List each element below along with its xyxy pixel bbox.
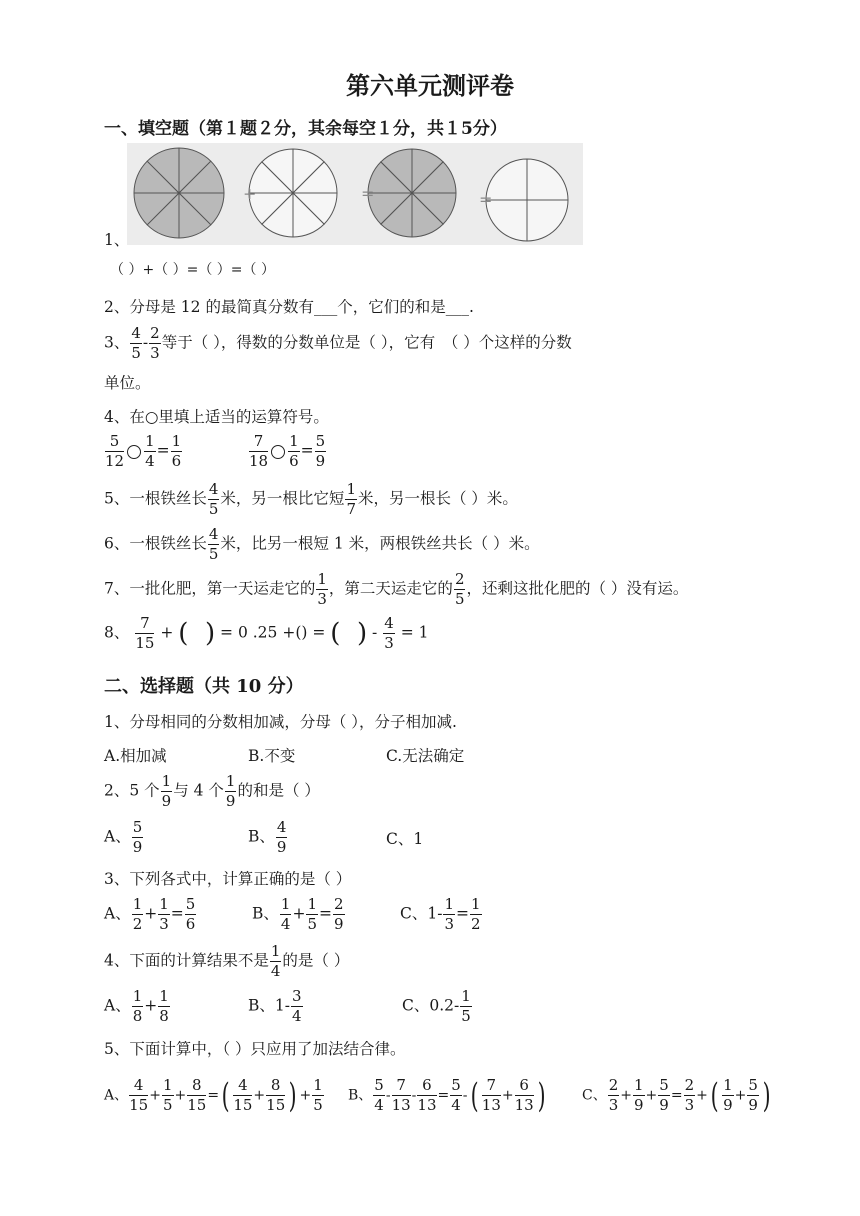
s2-q3-opt-c: C、1- $\frac{1}{3}$ = $\frac{1}{2}$	[400, 895, 481, 933]
numerator: 5	[659, 1076, 669, 1094]
blank-parens: ( )	[330, 618, 368, 649]
opt-label: B、	[348, 1087, 373, 1104]
q7-pre: 7、一批化肥，第一天运走它的	[104, 579, 316, 598]
s2-q1: 1、分母相同的分数相加减，分母（ ），分子相加减.	[104, 713, 457, 731]
denominator: 9	[161, 792, 172, 810]
numerator: 2	[454, 570, 465, 588]
numerator: 5	[132, 818, 143, 836]
opt-label: B、1-	[248, 996, 290, 1015]
frac	[291, 989, 303, 1024]
denominator: 5	[307, 915, 317, 933]
frac	[132, 820, 144, 855]
denominator: 3	[317, 590, 327, 608]
numerator: 4	[384, 614, 394, 632]
q3-number: 3、	[104, 333, 130, 352]
frac	[288, 434, 300, 469]
q6-post: 米，比另一根短 1 米，两根铁丝共长（ ）米。	[220, 534, 540, 553]
frac	[270, 944, 282, 979]
frac	[225, 774, 237, 809]
minus-sign: -	[372, 623, 378, 642]
s2-q3-opt-b: B、 $\frac{1}{4}$ + $\frac{1}{5}$ = $\frac{2}{9}$	[252, 895, 344, 933]
numerator: 4	[276, 818, 287, 836]
opt-label: C、1-	[400, 904, 443, 923]
right-paren: )	[288, 1075, 297, 1116]
denominator: 12	[105, 452, 125, 470]
circle-sector	[527, 200, 568, 241]
q6-pre: 6、一根铁丝长	[104, 534, 207, 553]
section1-heading: 一、填空题（第１题２分，其余每空１分，共１5分）	[104, 119, 507, 139]
denominator: 4	[270, 962, 281, 980]
numerator: 1	[289, 432, 299, 450]
denominator: 3	[608, 1096, 619, 1114]
denominator: 5	[313, 1096, 323, 1114]
frac	[132, 989, 144, 1024]
s2-q4-opt-c	[402, 989, 473, 1024]
numerator: 2	[333, 895, 344, 913]
denominator: 9	[276, 838, 287, 856]
q7-post: ，还剩这批化肥的（ ）没有运。	[466, 579, 689, 598]
minus-sign: -	[142, 333, 149, 352]
denominator: 6	[289, 452, 299, 470]
numerator: 1	[159, 895, 169, 913]
s2-q2-pre: 2、5 个	[104, 781, 160, 800]
s2-q2-opt-a	[104, 820, 144, 855]
q8	[104, 616, 428, 651]
frac	[135, 616, 154, 651]
denominator: 9	[333, 915, 344, 933]
q3-frac-b	[149, 326, 161, 361]
numerator: 3	[292, 987, 302, 1005]
frac	[161, 774, 173, 809]
denominator: 4	[451, 1096, 461, 1114]
numerator: 4	[208, 525, 219, 543]
frac	[315, 434, 327, 469]
opt-label: C、	[582, 1087, 607, 1104]
frac	[633, 1078, 645, 1113]
denominator: 13	[481, 1096, 501, 1114]
opt-label: A、	[104, 996, 131, 1015]
frac	[460, 989, 472, 1024]
denominator: 3	[684, 1096, 695, 1114]
right-paren: )	[762, 1075, 771, 1116]
operator-circle	[127, 445, 141, 459]
q7	[104, 572, 688, 607]
denominator: 3	[384, 634, 394, 652]
frac	[249, 434, 268, 469]
q1-answer-line: （ ）+（ ）=（ ）=（ ）	[110, 262, 275, 278]
denominator: 7	[346, 500, 356, 518]
opt-label: B、	[252, 904, 279, 923]
numerator: 5	[105, 434, 124, 452]
s2-q2-opt-b	[248, 820, 288, 855]
frac	[266, 1078, 285, 1113]
s2-q4-opt-b	[248, 989, 304, 1024]
frac	[450, 1078, 462, 1113]
s2-q2-opt-c: C、1	[386, 830, 424, 848]
numerator: 1	[225, 772, 236, 790]
frac	[312, 1078, 324, 1113]
numerator: 1	[471, 895, 481, 913]
numerator: 1	[346, 480, 356, 498]
denominator: 9	[723, 1096, 733, 1114]
blank-parens: ( )	[178, 618, 216, 649]
s2-q5: 5、下面计算中，（ ）只应用了加法结合律。	[104, 1040, 406, 1058]
numerator: 1	[307, 895, 317, 913]
q5-post: 米，另一根长（ ）米。	[357, 489, 518, 508]
denominator: 3	[150, 344, 160, 362]
numerator: 8	[187, 1078, 206, 1096]
s2-q4-pre: 4、下面的计算结果不是	[104, 951, 269, 970]
frac	[158, 989, 170, 1024]
circle-3	[368, 149, 456, 237]
opt-label: A、	[104, 904, 131, 923]
numerator: 1	[313, 1076, 323, 1094]
left-paren: (	[221, 1075, 230, 1116]
numerator: 1	[132, 987, 143, 1005]
opt-label: C、0.2-	[402, 996, 460, 1015]
denominator: 3	[159, 915, 169, 933]
frac	[443, 897, 455, 932]
q2: 2、分母是 12 的最简真分数有___个，它们的和是___.	[104, 298, 474, 316]
q3-text: 等于（ ），得数的分数单位是（ ），它有 （ ）个这样的分数	[161, 333, 572, 352]
numerator: 7	[135, 616, 154, 634]
fraction-circles-figure	[127, 143, 583, 245]
s2-q4-opt-a: A、 $\frac{1}{8}$ + $\frac{1}{8}$	[104, 987, 169, 1025]
s2-q1-opt-c: C.无法确定	[386, 747, 465, 765]
denominator: 5	[131, 344, 141, 362]
numerator: 1	[145, 432, 155, 450]
denominator: 5	[208, 500, 219, 518]
frac	[129, 1078, 148, 1113]
frac	[233, 1078, 252, 1113]
q3-continuation: 单位。	[104, 374, 151, 392]
frac	[105, 434, 124, 469]
numerator: 6	[417, 1078, 436, 1096]
q8-number: 8、	[104, 623, 130, 642]
figure-op-equals-2: =	[479, 190, 493, 209]
denominator: 15	[187, 1096, 207, 1114]
opt-label: A、	[104, 1087, 129, 1104]
numerator: 1	[317, 570, 327, 588]
frac	[392, 1078, 411, 1113]
circle-4	[486, 159, 568, 241]
numerator: 1	[159, 987, 169, 1005]
numerator: 5	[185, 895, 196, 913]
numerator: 4	[208, 480, 219, 498]
numerator: 4	[233, 1078, 252, 1096]
frac	[454, 572, 466, 607]
denominator: 4	[280, 915, 291, 933]
numerator: 1	[634, 1076, 644, 1094]
frac	[132, 897, 144, 932]
denominator: 9	[659, 1096, 669, 1114]
frac	[722, 1078, 734, 1113]
page-title: 第六单元测评卷	[346, 71, 514, 100]
denominator: 18	[249, 452, 269, 470]
s2-q4-post: 的是（ ）	[282, 951, 350, 970]
q3-frac-a	[130, 326, 142, 361]
numerator: 5	[748, 1076, 758, 1094]
numerator: 1	[444, 895, 455, 913]
denominator: 4	[374, 1096, 384, 1114]
s2-q1-opt-a: A.相加减	[104, 747, 167, 765]
numerator: 2	[608, 1076, 619, 1094]
frac	[144, 434, 156, 469]
frac	[333, 897, 345, 932]
equals-sign: =	[156, 441, 170, 460]
frac	[684, 1078, 696, 1113]
numerator: 5	[315, 432, 326, 450]
q8-mid: = 0 .25 +() =	[220, 623, 326, 642]
numerator: 4	[131, 324, 141, 342]
q3	[104, 326, 572, 361]
numerator: 1	[162, 1076, 173, 1094]
circle-sector	[527, 159, 568, 200]
s2-q5-opt-a: A、 $\frac{4}{15}$ + $\frac{1}{5}$ + $\frac{8}{15}$ =( $\frac{4}{15}$ + $\frac{8}{15}$ ) + $\frac{1}{5}$	[104, 1075, 323, 1116]
numerator: 1	[461, 987, 471, 1005]
denominator: 15	[129, 1096, 149, 1114]
q5	[104, 482, 518, 517]
equals-sign: =	[300, 441, 314, 460]
frac	[316, 572, 328, 607]
q4-equation-1	[104, 434, 183, 469]
numerator: 5	[374, 1076, 384, 1094]
q7-mid: ，第二天运走它的	[328, 579, 453, 598]
numerator: 8	[266, 1078, 285, 1096]
figure-op-equals: =	[361, 184, 375, 203]
frac	[470, 897, 482, 932]
numerator: 7	[482, 1078, 501, 1096]
q4-text: 4、在○里填上适当的运算符号。	[104, 408, 329, 426]
numerator: 1	[270, 942, 281, 960]
frac	[345, 482, 357, 517]
frac	[276, 820, 288, 855]
left-paren: (	[470, 1075, 479, 1116]
denominator: 6	[185, 915, 196, 933]
frac	[280, 897, 292, 932]
q4-equation-2	[248, 434, 327, 469]
denominator: 9	[132, 838, 143, 856]
denominator: 15	[233, 1096, 253, 1114]
q5-mid: 米，另一根比它短	[220, 489, 345, 508]
s2-q2-post: 的和是（ ）	[237, 781, 320, 800]
denominator: 4	[292, 1007, 302, 1025]
denominator: 5	[208, 545, 219, 563]
numerator: 2	[684, 1076, 695, 1094]
frac	[208, 482, 220, 517]
frac	[306, 897, 318, 932]
denominator: 9	[315, 452, 326, 470]
s2-q3: 3、下列各式中，计算正确的是（ ）	[104, 870, 352, 888]
s2-q3-opt-a: A、 $\frac{1}{2}$ + $\frac{1}{3}$ = $\frac{5}{6}$	[104, 895, 196, 933]
denominator: 8	[132, 1007, 143, 1025]
denominator: 5	[461, 1007, 471, 1025]
operator-circle	[271, 445, 285, 459]
frac	[658, 1078, 670, 1113]
circle-2	[249, 149, 337, 237]
numerator: 6	[515, 1078, 534, 1096]
q6	[104, 527, 540, 562]
frac	[417, 1078, 436, 1113]
frac	[162, 1078, 174, 1113]
denominator: 15	[266, 1096, 286, 1114]
numerator: 4	[129, 1078, 148, 1096]
numerator: 7	[392, 1078, 411, 1096]
denominator: 4	[145, 452, 155, 470]
denominator: 9	[748, 1096, 758, 1114]
frac	[185, 897, 197, 932]
frac	[171, 434, 183, 469]
denominator: 15	[135, 634, 155, 652]
s2-q5-opt-b: B、 $\frac{5}{4}$ - $\frac{7}{13}$ - $\frac{6}{13}$ = $\frac{5}{4}$ -( $\frac{7}{13}$ + $\frac{6}{13}$ )	[348, 1075, 546, 1116]
plus-sign: +	[160, 623, 174, 642]
frac	[608, 1078, 620, 1113]
denominator: 8	[159, 1007, 169, 1025]
s2-q2-mid: 与 4 个	[173, 781, 224, 800]
numerator: 2	[150, 324, 160, 342]
numerator: 1	[171, 432, 182, 450]
q5-pre: 5、一根铁丝长	[104, 489, 207, 508]
frac	[383, 616, 395, 651]
s2-q2	[104, 774, 320, 809]
circle-1	[134, 148, 224, 238]
denominator: 5	[162, 1096, 173, 1114]
denominator: 9	[225, 792, 236, 810]
frac	[208, 527, 220, 562]
numerator: 7	[249, 434, 268, 452]
s2-q4	[104, 944, 349, 979]
fraction-circles-svg	[127, 143, 583, 245]
right-paren: )	[537, 1075, 546, 1116]
opt-label: A、	[104, 827, 131, 846]
denominator: 9	[634, 1096, 644, 1114]
denominator: 13	[417, 1096, 437, 1114]
frac	[187, 1078, 206, 1113]
q8-end: = 1	[400, 623, 429, 642]
left-paren: (	[710, 1075, 719, 1116]
frac	[373, 1078, 385, 1113]
section2-heading: 二、选择题（共 10 分）	[104, 676, 304, 697]
denominator: 6	[171, 452, 182, 470]
numerator: 1	[280, 895, 291, 913]
denominator: 2	[132, 915, 143, 933]
frac	[747, 1078, 759, 1113]
numerator: 5	[451, 1076, 461, 1094]
numerator: 1	[132, 895, 143, 913]
frac	[515, 1078, 534, 1113]
denominator: 13	[391, 1096, 411, 1114]
denominator: 2	[471, 915, 481, 933]
frac	[158, 897, 170, 932]
figure-op-plus: +	[243, 184, 257, 203]
q1-number: 1、	[104, 231, 130, 249]
opt-label: B、	[248, 827, 275, 846]
denominator: 5	[454, 590, 465, 608]
numerator: 1	[161, 772, 172, 790]
denominator: 3	[444, 915, 455, 933]
denominator: 13	[514, 1096, 534, 1114]
s2-q1-opt-b: B.不变	[248, 747, 296, 765]
frac	[482, 1078, 501, 1113]
s2-q5-opt-c: C、 $\frac{2}{3}$ + $\frac{1}{9}$ + $\frac{5}{9}$ = $\frac{2}{3}$ +( $\frac{1}{9}$ + $\frac{5}{9}$ )	[582, 1075, 771, 1116]
numerator: 1	[723, 1076, 733, 1094]
